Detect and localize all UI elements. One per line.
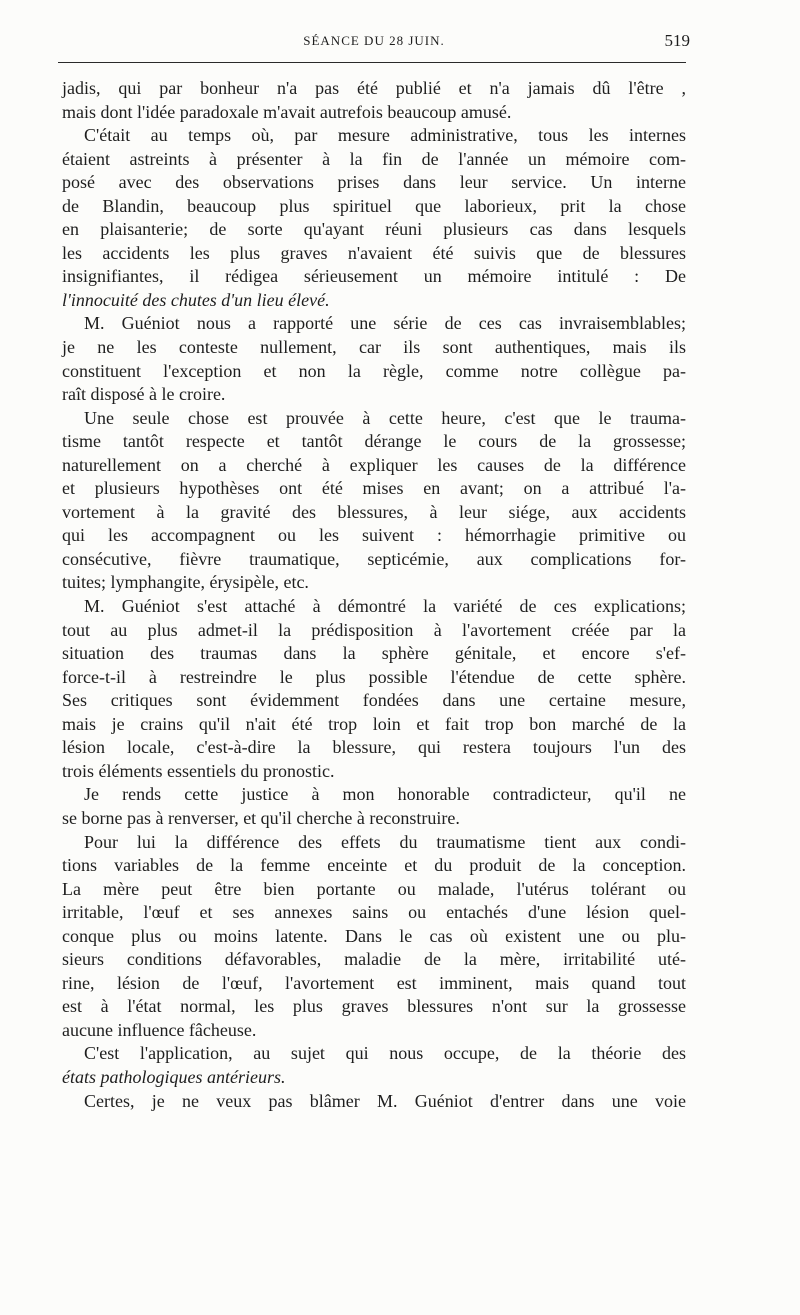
text-line: tions variables de la femme enceinte et du produit de la conception. xyxy=(62,855,686,876)
text-line: mais dont l'idée paradoxale m'avait autrefois beaucoup amusé. xyxy=(62,101,512,122)
text-line: Je rends cette justice à mon honorable contradicteur, qu'il ne xyxy=(84,784,686,805)
text-line: insignifiantes, il rédigea sérieusement un mémoire intitulé : De xyxy=(62,266,686,287)
text-line: C'est l'application, au sujet qui nous occupe, de la théorie des xyxy=(84,1043,686,1064)
text-line: jadis, qui par bonheur n'a pas été publié et n'a jamais dû l'être , xyxy=(62,78,686,98)
header-rule xyxy=(58,62,686,63)
page-number: 519 xyxy=(664,31,690,50)
text-line: La mère peut être bien portante ou malade, l'utérus tolérant ou xyxy=(62,878,686,899)
text-line: mais je crains qu'il n'ait été trop loin et fait trop bon marché de la xyxy=(62,713,686,734)
text-line: M. Guéniot nous a rapporté une série de ces cas invraisemblables; xyxy=(84,313,686,334)
text-line: force-t-il à restreindre le plus possible l'étendue de cette sphère. xyxy=(62,666,686,687)
text-line: aucune influence fâcheuse. xyxy=(62,1019,257,1040)
text-line: naturellement on a cherché à expliquer les causes de la différence xyxy=(62,454,686,475)
text-line: l'innocuité des chutes d'un lieu élevé. xyxy=(62,289,330,310)
text-line: les accidents les plus graves n'avaient été suivis que de blessures xyxy=(62,242,686,263)
text-line: étaient astreints à présenter à la fin de l'année un mémoire com- xyxy=(62,148,686,169)
text-line: est à l'état normal, les plus graves blessures n'ont sur la grossesse xyxy=(62,996,686,1017)
text-line: constituent l'exception et non la règle, comme notre collègue pa- xyxy=(62,360,686,381)
text-line: Une seule chose est prouvée à cette heure, c'est que le trauma- xyxy=(84,407,686,428)
text-line: et plusieurs hypothèses ont été mises en avant; on a attribué l'a- xyxy=(62,478,686,499)
text-line: Certes, je ne veux pas blâmer M. Guéniot d'entrer dans une voie xyxy=(84,1090,686,1111)
text-line: tuites; lymphangite, érysipèle, etc. xyxy=(62,572,309,593)
text-line: consécutive, fièvre traumatique, septicémie, aux complications for- xyxy=(62,548,686,569)
text-line: posé avec des observations prises dans leur service. Un interne xyxy=(62,172,686,193)
body-text xyxy=(62,77,686,1113)
text-line: se borne pas à renverser, et qu'il cherche à reconstruire. xyxy=(62,807,460,828)
text-line: M. Guéniot s'est attaché à démontré la variété de ces explications; xyxy=(84,596,686,617)
text-line: lésion locale, c'est-à-dire la blessure, qui restera toujours l'un des xyxy=(62,737,686,758)
text-line: conque plus ou moins latente. Dans le cas où existent une ou plu- xyxy=(62,925,686,946)
text-line: sieurs conditions défavorables, maladie de la mère, irritabilité uté- xyxy=(62,949,686,970)
text-line: états pathologiques antérieurs. xyxy=(62,1066,286,1087)
text-line: Pour lui la différence des effets du traumatisme tient aux condi- xyxy=(84,831,686,852)
text-line: irritable, l'œuf et ses annexes sains ou entachés d'une lésion quel- xyxy=(62,902,686,923)
text-line: tisme tantôt respecte et tantôt dérange le cours de la grossesse; xyxy=(62,431,686,452)
text-line: tout au plus admet-il la prédisposition à l'avortement créée par la xyxy=(62,619,686,640)
text-line: en plaisanterie; de sorte qu'ayant réuni plusieurs cas dans lesquels xyxy=(62,219,686,240)
text-line: trois éléments essentiels du pronostic. xyxy=(62,760,335,781)
text-line: Ses critiques sont évidemment fondées dans une certaine mesure, xyxy=(62,690,686,711)
text-line: je ne les conteste nullement, car ils sont authentiques, mais ils xyxy=(62,337,686,358)
running-title: SÉANCE DU 28 JUIN. xyxy=(303,33,445,48)
text-line: C'était au temps où, par mesure administrative, tous les internes xyxy=(84,125,686,146)
text-line: situation des traumas dans la sphère génitale, et encore s'ef- xyxy=(62,643,686,664)
text-line: raît disposé à le croire. xyxy=(62,384,226,405)
text-line: de Blandin, beaucoup plus spirituel que laborieux, prit la chose xyxy=(62,195,686,216)
text-line: qui les accompagnent ou les suivent : hémorrhagie primitive ou xyxy=(62,525,686,546)
text-line: vortement à la gravité des blessures, à leur siége, aux accidents xyxy=(62,501,686,522)
running-head xyxy=(62,31,690,55)
text-line: rine, lésion de l'œuf, l'avortement est imminent, mais quand tout xyxy=(62,972,686,993)
